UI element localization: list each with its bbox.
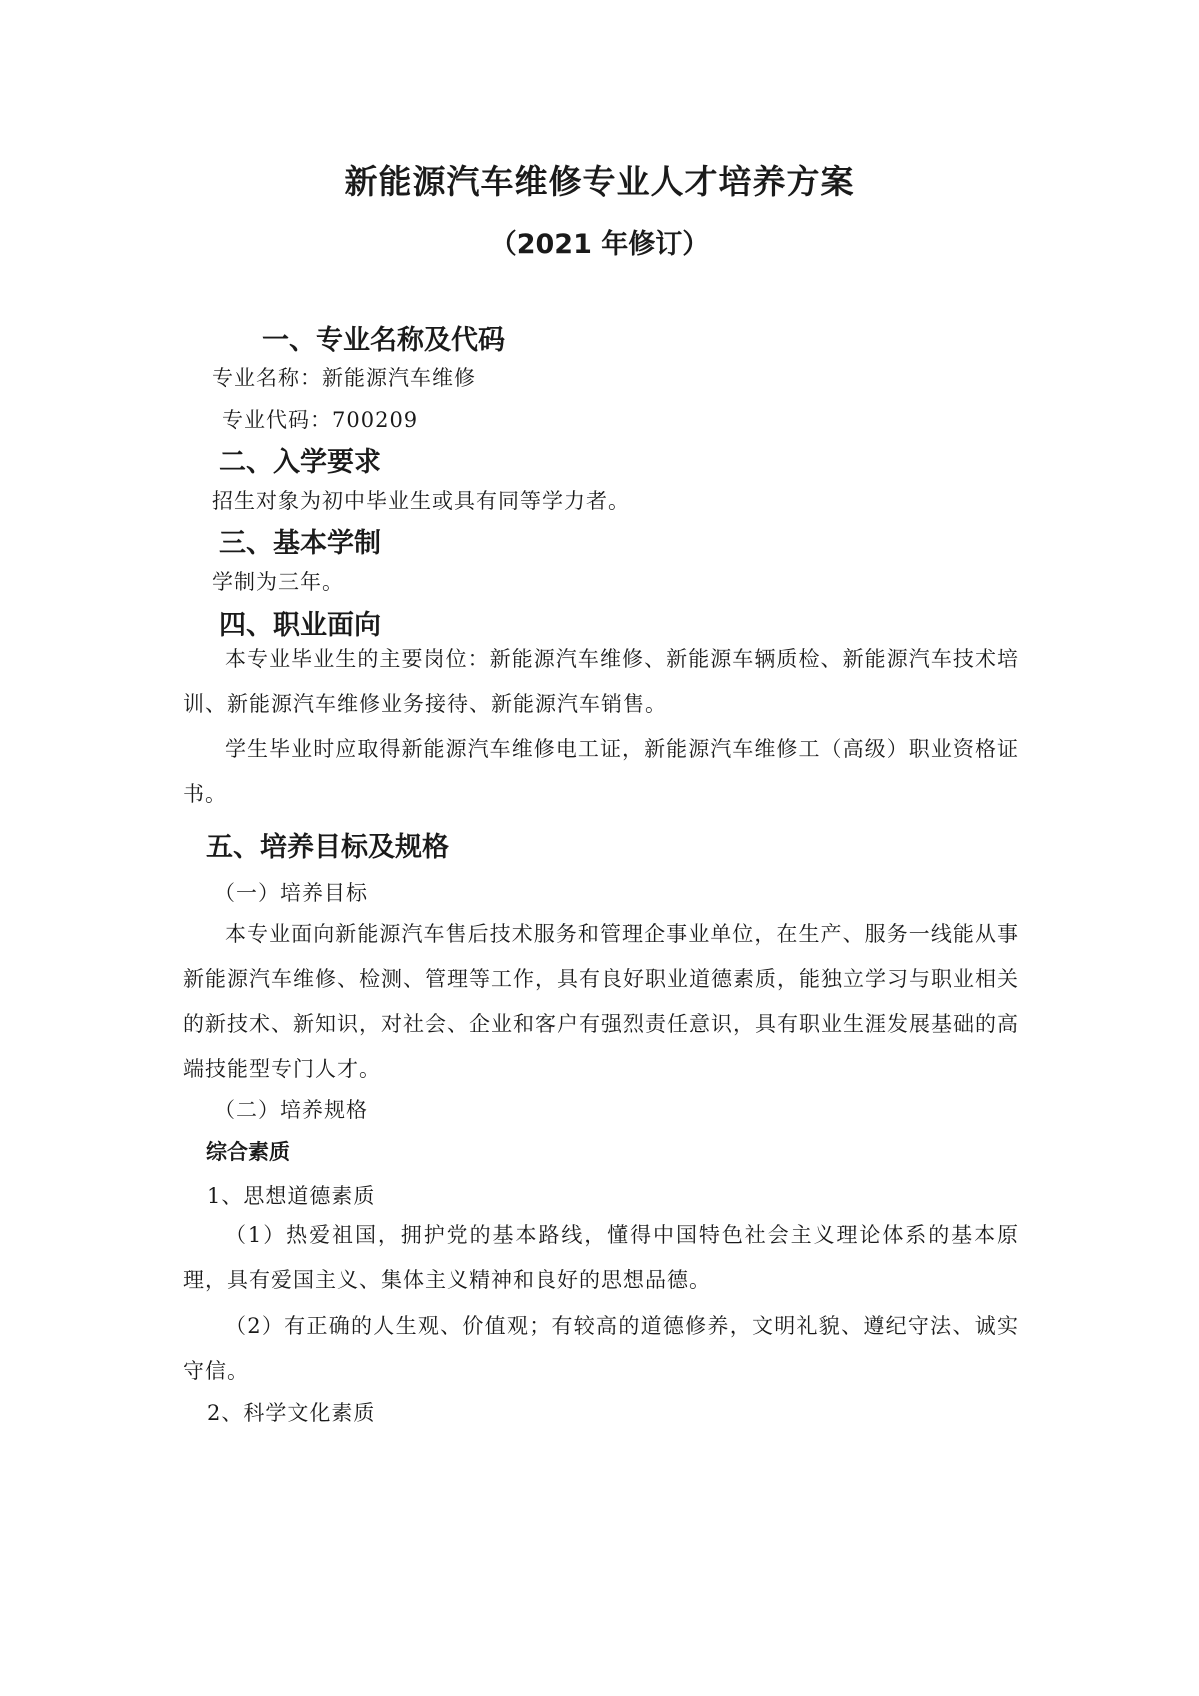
item-2-heading: 2、科学文化素质 <box>207 1401 376 1425</box>
section-4-heading: 四、职业面向 <box>219 610 381 641</box>
training-goal-paragraph: 本专业面向新能源汽车售后技术服务和管理企事业单位，在生产、服务一线能从事新能源汽车维修、检测、管理等工作，具有良好职业道德素质，能独立学习与职业相关的新技术、新知识，对社会、企业和客户有强烈责任意识，具有职业生涯发展基础的高端技能型专门人才。 <box>183 922 1019 1081</box>
major-code-line: 专业代码：700209 <box>222 408 419 432</box>
certificates-paragraph: 学生毕业时应取得新能源汽车维修电工证，新能源汽车维修工（高级）职业资格证书。 <box>183 737 1019 806</box>
section-2-heading: 二、入学要求 <box>219 447 381 478</box>
career-positions-paragraph: 本专业毕业生的主要岗位：新能源汽车维修、新能源车辆质检、新能源汽车技术培训、新能源汽车维修业务接待、新能源汽车销售。 <box>183 647 1019 716</box>
document-title: 新能源汽车维修专业人才培养方案 <box>344 162 855 201</box>
subsection-goal-heading: （一）培养目标 <box>214 881 368 905</box>
section-3-heading: 三、基本学制 <box>219 528 381 559</box>
document-subtitle: （2021 年修订） <box>489 229 710 260</box>
item-1-point-2: （2）有正确的人生观、价值观；有较高的道德修养，文明礼貌、遵纪守法、诚实守信。 <box>183 1314 1019 1383</box>
comprehensive-quality-label: 综合素质 <box>206 1140 290 1164</box>
section-1-heading: 一、专业名称及代码 <box>262 325 505 356</box>
subsection-spec-heading: （二）培养规格 <box>214 1098 368 1122</box>
item-1-point-1: （1）热爱祖国，拥护党的基本路线，懂得中国特色社会主义理论体系的基本原理，具有爱国主义、集体主义精神和良好的思想品德。 <box>183 1223 1019 1292</box>
section-5-heading: 五、培养目标及规格 <box>206 832 449 863</box>
item-1-heading: 1、思想道德素质 <box>207 1184 376 1208</box>
admission-requirement: 招生对象为初中毕业生或具有同等学力者。 <box>212 489 630 513</box>
study-duration: 学制为三年。 <box>212 570 344 594</box>
major-name-line: 专业名称：新能源汽车维修 <box>212 366 476 390</box>
